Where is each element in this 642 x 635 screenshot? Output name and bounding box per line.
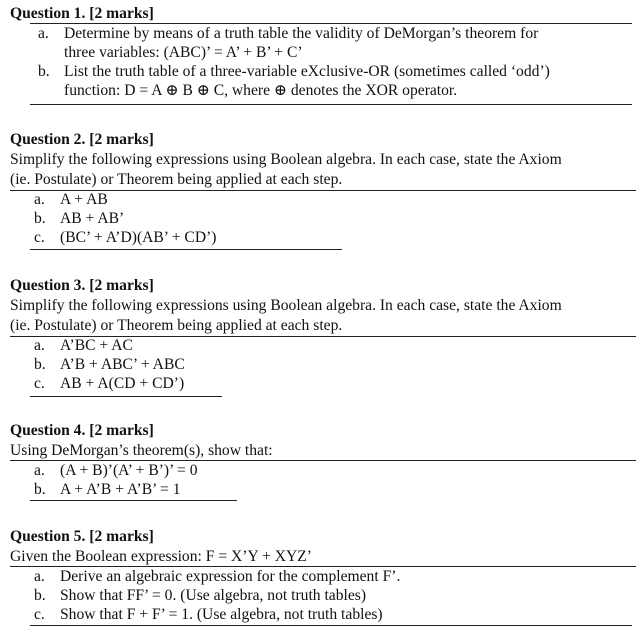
item-label: a. xyxy=(34,462,45,479)
item-text: A + A’B + A’B’ = 1 xyxy=(60,481,181,498)
question-5-item-a xyxy=(10,567,636,586)
question-2-item-c xyxy=(10,228,636,247)
item-text: Derive an algebraic expression for the complement F’. xyxy=(60,568,401,585)
divider xyxy=(30,396,222,397)
item-text: AB + AB’ xyxy=(60,210,125,227)
question-1-item-b xyxy=(10,62,636,100)
question-3-item-a xyxy=(10,336,636,355)
question-2-intro: Simplify the following expressions using Boolean algebra. In each case, state the Axiom xyxy=(10,151,562,168)
item-text: Show that F + F’ = 1. (Use algebra, not truth tables) xyxy=(60,606,383,623)
item-label: a. xyxy=(38,25,49,42)
question-3-item-b xyxy=(10,355,636,374)
question-3-intro: Simplify the following expressions using Boolean algebra. In each case, state the Axiom xyxy=(10,297,562,314)
item-text: A’B + ABC’ + ABC xyxy=(60,356,185,373)
question-1-title: Question 1. [2 marks] xyxy=(10,5,154,22)
divider xyxy=(30,500,237,501)
question-5-item-c xyxy=(10,605,636,624)
item-text: A + AB xyxy=(60,191,108,208)
item-text: AB + A(CD + CD’) xyxy=(60,375,185,392)
divider xyxy=(10,336,636,337)
question-4-intro: Using DeMorgan’s theorem(s), show that: xyxy=(10,442,273,459)
item-text: function: D = A ⊕ B ⊕ C, where ⊕ denotes the XOR operator. xyxy=(64,82,458,99)
question-2-item-b xyxy=(10,209,636,228)
question-4-title: Question 4. [2 marks] xyxy=(10,422,154,439)
item-label: a. xyxy=(34,568,45,585)
question-2-intro: (ie. Postulate) or Theorem being applied at each step. xyxy=(10,171,343,188)
item-label: a. xyxy=(34,191,45,208)
item-text: three variables: (ABC)’ = A’ + B’ + C’ xyxy=(64,44,303,61)
item-text: (BC’ + A’D)(AB’ + CD’) xyxy=(60,229,217,246)
item-text: Determine by means of a truth table the validity of DeMorgan’s theorem for xyxy=(64,25,539,42)
question-5 xyxy=(10,527,636,624)
divider xyxy=(10,460,636,461)
divider xyxy=(30,23,632,24)
item-label: a. xyxy=(34,337,45,354)
divider xyxy=(10,190,636,191)
item-label: c. xyxy=(34,606,45,623)
question-2-item-a xyxy=(10,190,636,209)
question-5-intro: Given the Boolean expression: F = X’Y + XYZ’ xyxy=(10,548,312,565)
question-2 xyxy=(10,130,636,247)
item-label: b. xyxy=(34,210,46,227)
item-label: b. xyxy=(34,356,46,373)
question-3-title: Question 3. [2 marks] xyxy=(10,277,154,294)
question-1-item-a xyxy=(10,24,636,62)
question-5-item-b xyxy=(10,586,636,605)
divider xyxy=(10,566,636,567)
item-label: b. xyxy=(34,587,46,604)
item-label: c. xyxy=(34,375,45,392)
item-text: List the truth table of a three-variable eXclusive-OR (sometimes called ‘odd’) xyxy=(64,63,550,80)
item-label: b. xyxy=(38,63,50,80)
item-label: b. xyxy=(34,481,46,498)
question-3-item-c xyxy=(10,374,636,393)
question-2-title: Question 2. [2 marks] xyxy=(10,131,154,148)
question-4-item-a xyxy=(10,461,636,480)
question-3-intro: (ie. Postulate) or Theorem being applied at each step. xyxy=(10,317,343,334)
divider xyxy=(30,104,632,105)
question-4-item-b xyxy=(10,480,636,499)
item-text: Show that FF’ = 0. (Use algebra, not truth tables) xyxy=(60,587,367,604)
question-1 xyxy=(10,4,636,100)
divider xyxy=(30,625,632,626)
item-label: c. xyxy=(34,229,45,246)
item-text: (A + B)’(A’ + B’)’ = 0 xyxy=(60,462,198,479)
divider xyxy=(30,249,342,250)
item-text: A’BC + AC xyxy=(60,337,133,354)
question-5-title: Question 5. [2 marks] xyxy=(10,528,154,545)
question-3 xyxy=(10,276,636,393)
